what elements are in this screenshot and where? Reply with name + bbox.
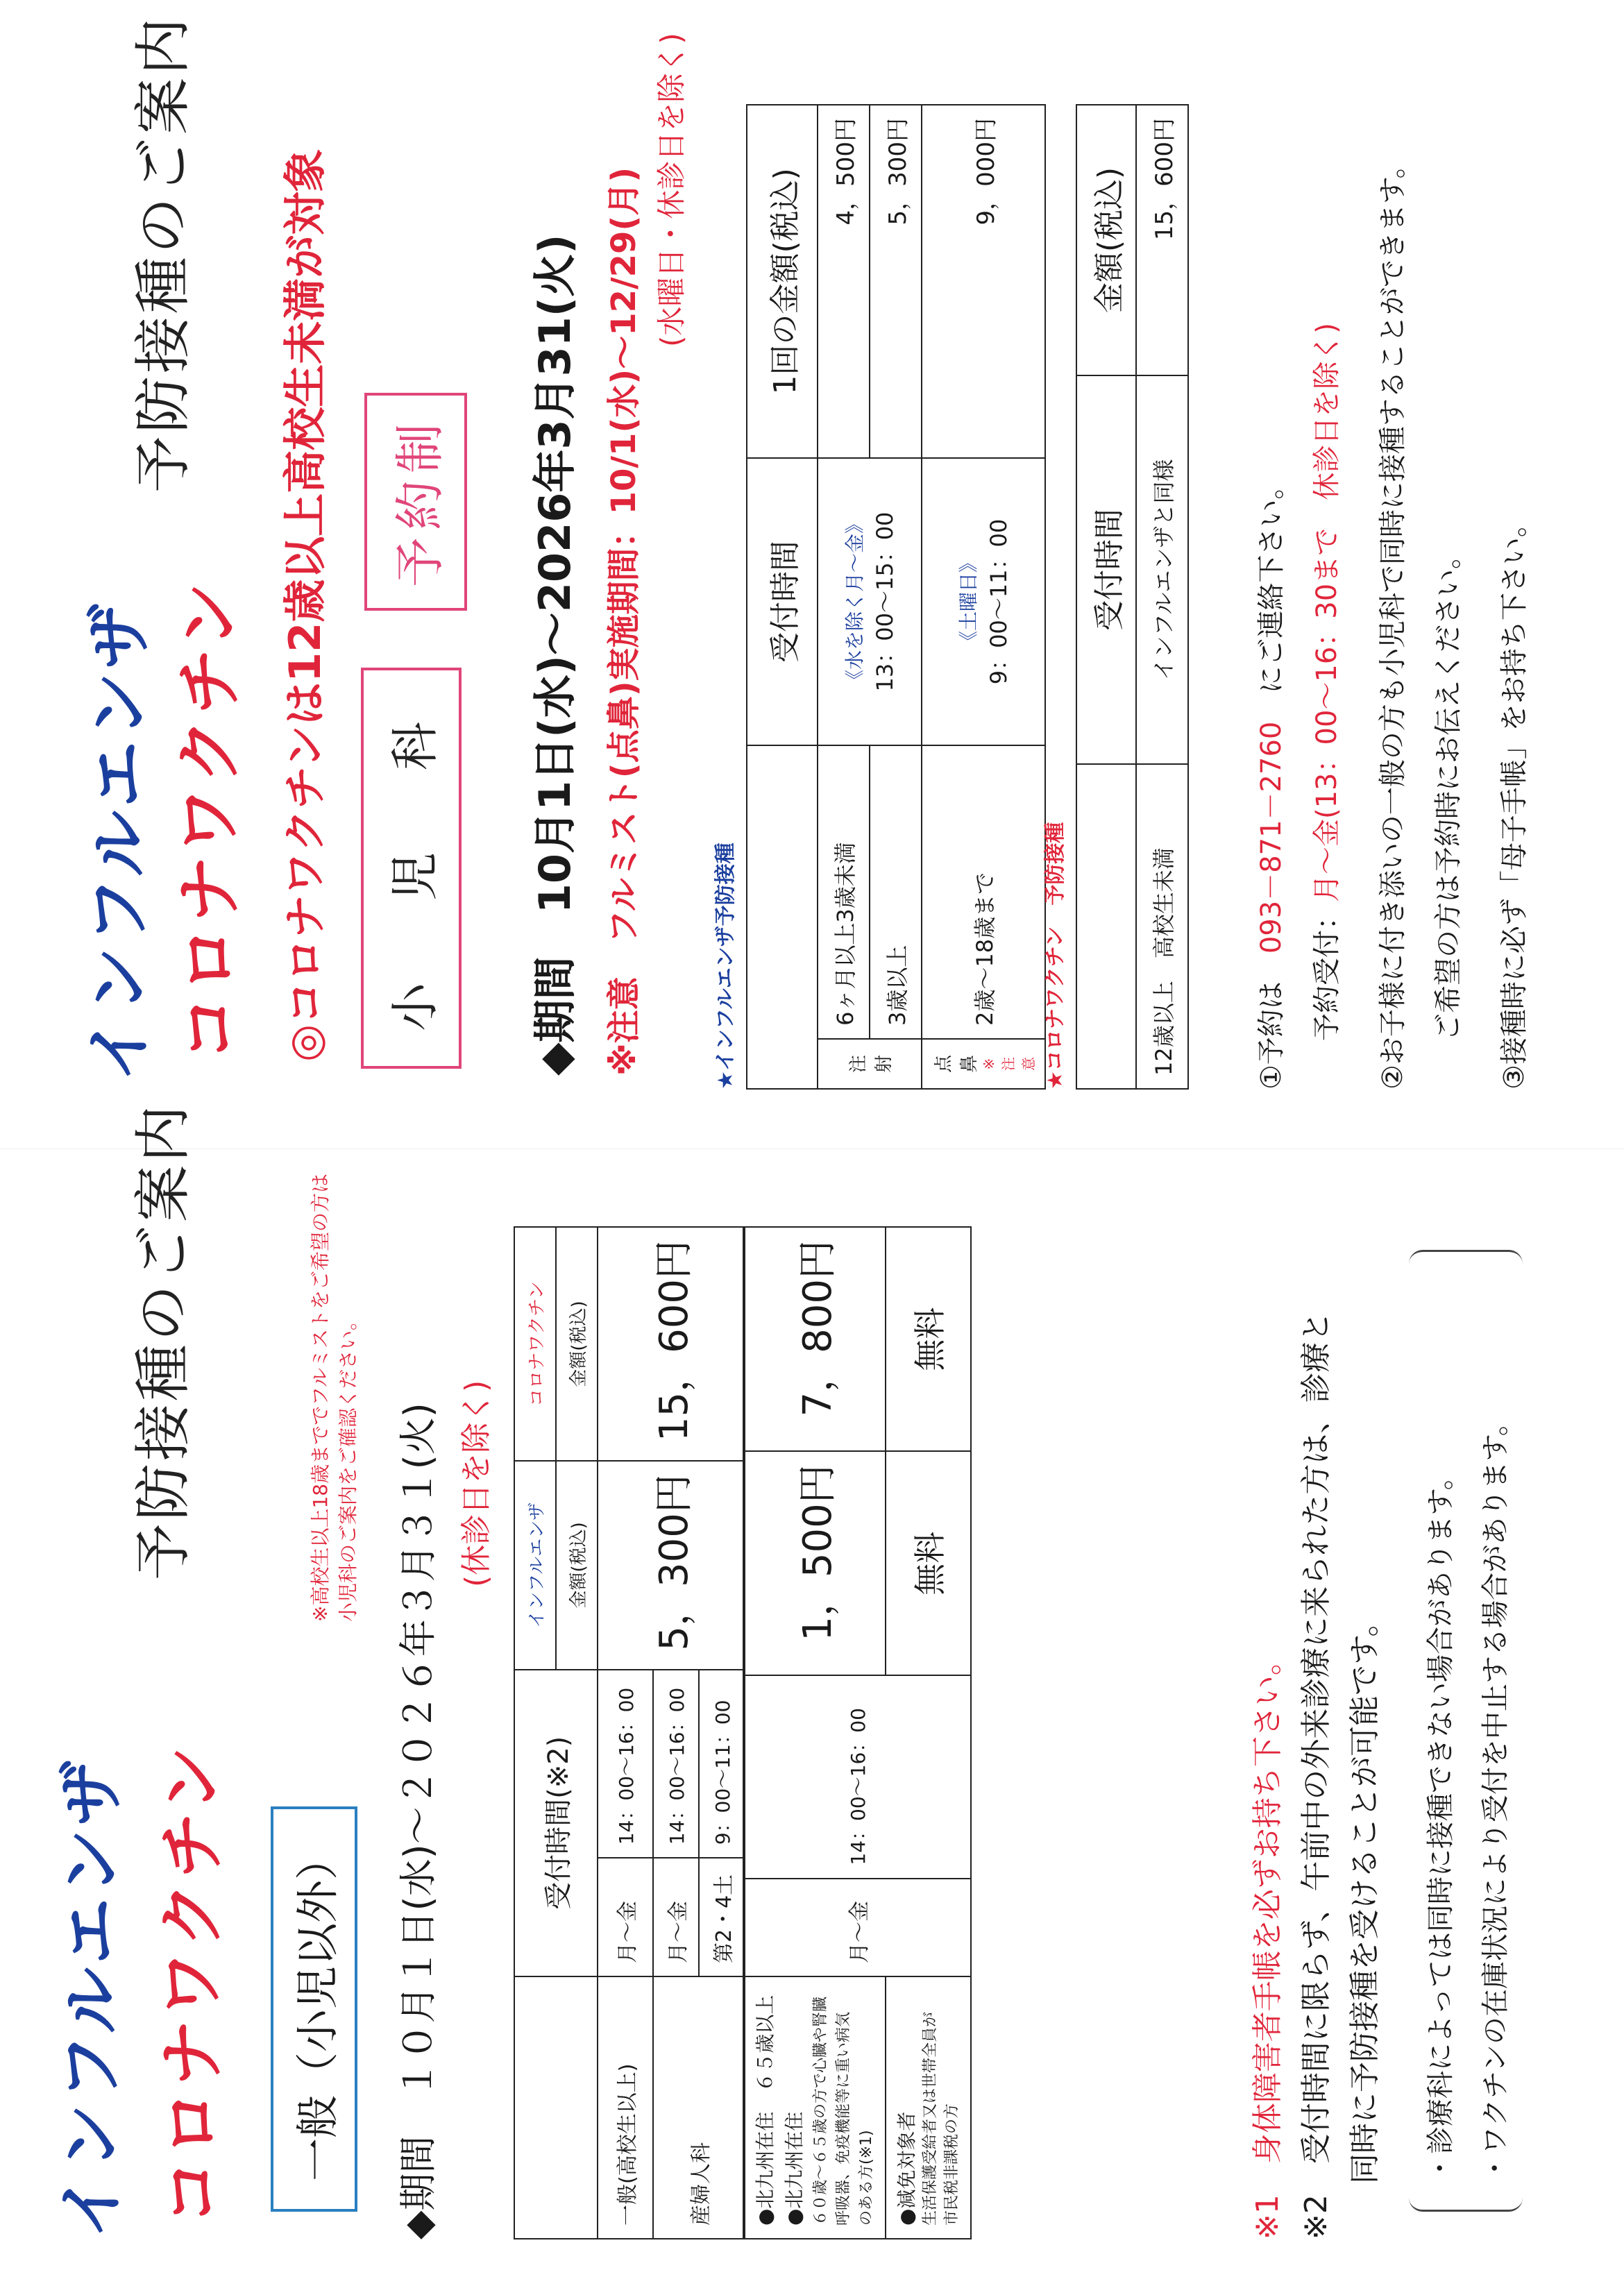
- covid-table-corner: [1076, 764, 1136, 1089]
- covid-header-time: 受付時間: [1076, 375, 1136, 764]
- pediatric-title-flu: インフルエンザ: [81, 599, 158, 1083]
- general-period-sub: (休診日を除く): [459, 1380, 494, 1587]
- covid-row-time: インフルエンザと同様: [1136, 375, 1188, 764]
- note-accompanying: ②お子様に付き添いの一般の方も小児科で同時に接種することができます。: [1377, 151, 1409, 1090]
- flu-table-corner: [747, 745, 818, 1089]
- footnote-2a: ※2 受付時間に限らず、午前中の外来診療に来られた方は、診療と: [1299, 1311, 1334, 2239]
- senior-line: 呼吸器、免疫機能等に重い病気: [835, 2011, 852, 2226]
- senior-line: のある方(※1): [858, 2130, 875, 2226]
- general-table-corner: [514, 1976, 598, 2239]
- senior-line: ６０歳～６５歳の方で心臓や腎臓: [812, 1996, 829, 2226]
- note-hours-prefix: 予約受付：: [1311, 902, 1343, 1041]
- covid-header-price: 金額(税込): [1076, 105, 1136, 375]
- pediatric-period: [521, 235, 582, 1076]
- note-reservation-hours: [1305, 323, 1344, 1041]
- general-title-covid: コロナワクチン: [153, 1743, 231, 2226]
- pediatric-sheet: [0, 0, 1624, 1145]
- note-reservation-prefix: ①予約は: [1255, 981, 1287, 1090]
- flu-section-title: ★インフルエンザ予防接種: [713, 842, 738, 1090]
- senior-price-table: [743, 1226, 972, 2239]
- flu-side-nasal: 点鼻 ※注意: [922, 1039, 1045, 1089]
- senior-days: 月～金: [743, 1879, 971, 1976]
- senior-line: ●北九州在住: [783, 2111, 806, 2226]
- general-header-covid: コロナワクチン: [514, 1227, 556, 1461]
- flu-row-price: 4，500円: [818, 105, 870, 458]
- note-reservation-suffix: にご連絡下さい。: [1255, 471, 1287, 694]
- senior-eligibility: [743, 1976, 886, 2239]
- slot1-label: 《水を除く月～金》: [843, 514, 866, 690]
- general-period-label: ◆期間: [396, 2135, 440, 2239]
- period-label: ◆期間: [530, 956, 580, 1076]
- flu-header-time: 受付時間: [747, 458, 818, 746]
- general-period-value: １０月１日(水)～２０２６年３月３１(火): [396, 1403, 440, 2099]
- free-flu: 無料: [886, 1451, 971, 1675]
- flu-row-age: 6ヶ月以上3歳未満: [818, 745, 870, 1039]
- exempt-line: 生活保護受給者又は世帯全員が: [922, 2011, 940, 2226]
- flu-row-age: 2歳～18歳まで: [922, 745, 1045, 1039]
- flumist-note-text: フルミスト(点鼻)実施期間：10/1(水)～12/29(月): [604, 167, 643, 944]
- slot2-time: 9：00～11：00: [986, 518, 1012, 685]
- general-covid-price: 15，600円: [598, 1227, 745, 1461]
- flu-price-table: [746, 104, 1046, 1090]
- flu-row-age: 3歳以上: [870, 745, 922, 1039]
- note-accompanying-sub: ご希望の方は予約時にお伝えください。: [1432, 541, 1464, 1041]
- general-header-flu: インフルエンザ: [514, 1461, 556, 1669]
- flu-side-injection: 注 射: [818, 1039, 922, 1089]
- general-row-time: 14：00～16：00: [598, 1670, 653, 1858]
- general-header-flu-price: 金額(税込): [556, 1461, 598, 1669]
- covid-section-title: ★コロナワクチン 予防接種: [1043, 822, 1067, 1090]
- footnote-1: ※1 身体障害者手帳を必ずお持ち下さい。: [1250, 1645, 1285, 2239]
- period-value: 10月1日(水)～2026年3月31(火): [530, 234, 580, 914]
- senior-covid-price: 7，800円: [743, 1227, 886, 1451]
- general-title-flu: インフルエンザ: [53, 1756, 130, 2239]
- footnote-2b: 同時に予防接種を受けることが可能です。: [1347, 1606, 1382, 2184]
- flumist-note: [597, 167, 645, 1076]
- reservation-box: 予約制: [364, 393, 467, 611]
- flumist-note-prefix: ※注意: [604, 976, 643, 1076]
- slot1-time: 13：00～15：00: [872, 511, 898, 692]
- slot2-label: 《土曜日》: [957, 553, 980, 651]
- note-reservation: [1249, 472, 1289, 1090]
- flu-row-price: 9，000円: [922, 105, 1045, 458]
- general-header-covid-price: 金額(税込): [556, 1227, 598, 1461]
- general-row-label: 産婦人科: [653, 1976, 745, 2239]
- note-hours-value: 月～金(13：00～16：30まで 休診日を除く): [1311, 323, 1343, 902]
- exempt-line: ●減免対象者: [895, 2111, 918, 2226]
- general-category-box: 一般（小児以外）: [271, 1806, 357, 2212]
- phone-number: 093－871－2760: [1255, 721, 1287, 954]
- general-row-days: 第2・4土: [699, 1858, 745, 1976]
- exemption-eligibility: [886, 1976, 971, 2239]
- general-row-days: 月～金: [598, 1858, 653, 1976]
- general-row-time: 14：00～16：00: [653, 1670, 699, 1858]
- pediatric-dept-box: 小 児 科: [361, 668, 462, 1069]
- note-boshi-techo: ③接種時に必ず「母子手帳」をお持ち下さい。: [1498, 509, 1530, 1090]
- flu-slot-weekday: [818, 458, 922, 746]
- caution-box: [1409, 1250, 1523, 2212]
- pediatric-target-note: ◎コロナワクチンは12歳以上高校生未満が対象: [280, 149, 330, 1062]
- caution-bullet: ・診療科によっては同時に接種できない場合があります。: [1425, 1462, 1457, 2182]
- covid-price-table: [1076, 104, 1189, 1090]
- senior-flu-price: 1，500円: [743, 1451, 886, 1675]
- covid-row-price: 15，600円: [1136, 105, 1188, 375]
- general-row-time: 9：00～11：00: [699, 1670, 745, 1858]
- general-price-table: [514, 1226, 745, 2239]
- general-main-title: 予防接種のご案内: [130, 1102, 196, 1580]
- caution-bullet: ・ワクチンの在庫状況により受付を中止する場合があります。: [1480, 1408, 1512, 2182]
- general-period: [389, 1403, 442, 2239]
- general-header-time: 受付時間(※2): [514, 1670, 598, 1976]
- flu-row-price: 5，300円: [870, 105, 922, 458]
- senior-time: 14：00～16：00: [743, 1675, 971, 1878]
- general-row-label: 一般(高校生以上): [598, 1976, 653, 2239]
- flu-header-price: 1回の金額(税込): [747, 105, 818, 458]
- pediatric-title-covid: コロナワクチン: [171, 579, 248, 1062]
- general-row-days: 月～金: [653, 1858, 699, 1976]
- highschool-note: ※高校生以上18歳まででフルミストをご希望の方は小児科のご案内をご確認ください。: [309, 1174, 360, 1622]
- flumist-note-sub: (水曜日・休診日を除く): [654, 33, 688, 347]
- general-sheet: [0, 1102, 1624, 2295]
- flu-slot-saturday: [922, 458, 1045, 746]
- free-covid: 無料: [886, 1227, 971, 1451]
- exempt-line: 市民税非課税の方: [942, 2103, 961, 2226]
- general-flu-price: 5，300円: [598, 1461, 745, 1669]
- pediatric-main-title: 予防接種のご案内: [130, 15, 196, 493]
- covid-row-age: 12歳以上 高校生未満: [1136, 764, 1188, 1089]
- senior-line: ●北九州在住 ６５歳以上: [754, 1995, 777, 2226]
